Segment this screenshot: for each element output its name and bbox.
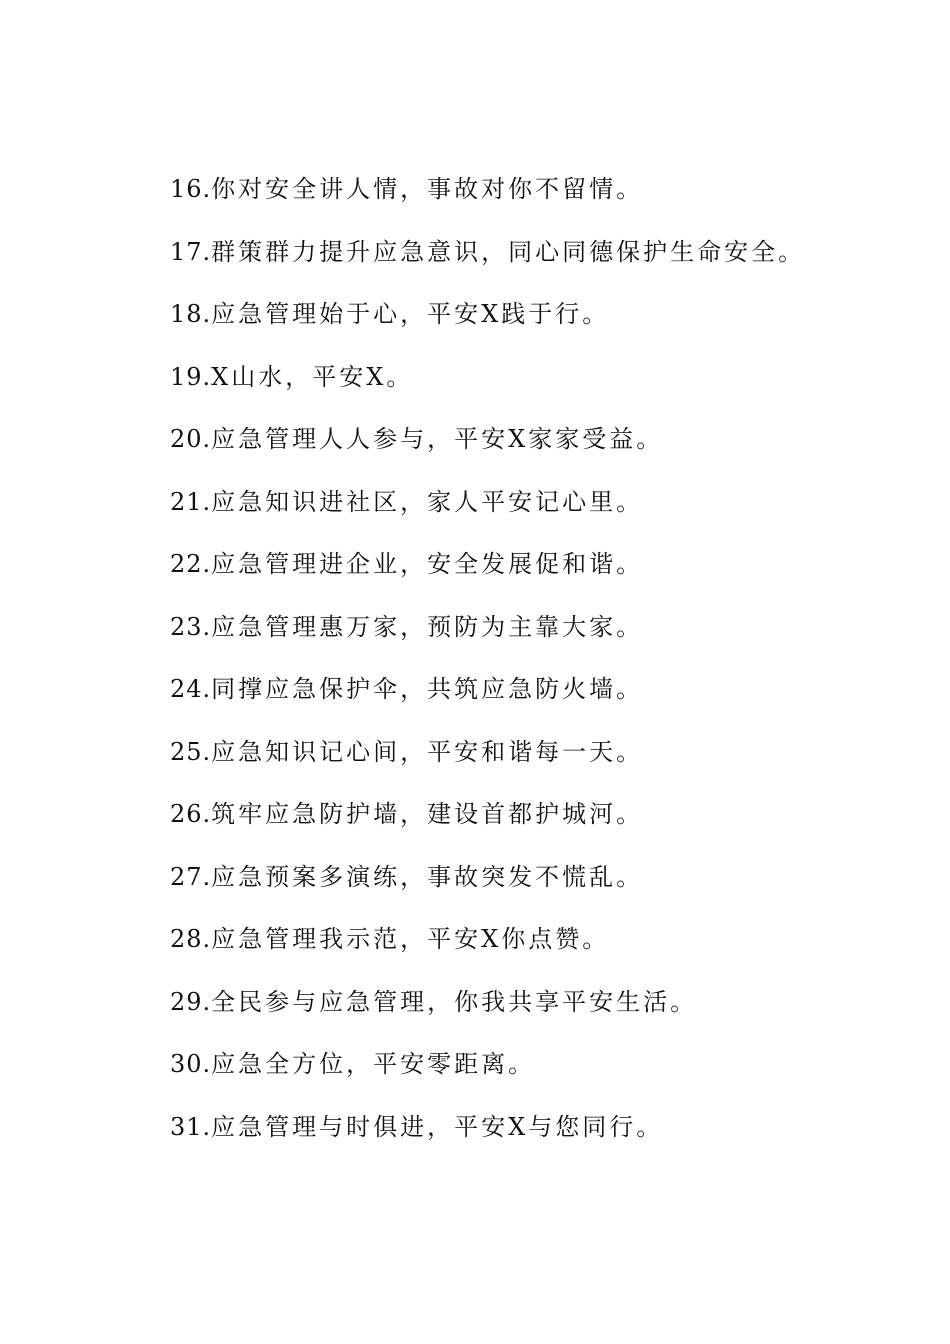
item-number: 27.	[170, 862, 212, 891]
item-number: 22.	[170, 550, 212, 578]
list-item	[170, 170, 890, 233]
item-number: 18.	[170, 300, 212, 328]
list-item	[170, 920, 890, 983]
list-item	[170, 233, 890, 296]
list-item	[170, 670, 890, 733]
item-number: 16.	[170, 175, 212, 203]
item-number: 21.	[170, 487, 212, 516]
list-item	[170, 733, 890, 796]
item-text: 应急全方位，平安零距离。	[211, 1050, 536, 1078]
item-text: X山水，平安X。	[211, 362, 414, 391]
item-text: 应急预案多演练，事故突发不慌乱。	[211, 862, 644, 891]
item-number: 28.	[170, 925, 212, 953]
item-text: 应急管理人人参与，平安X家家受益。	[211, 425, 664, 453]
list-item	[170, 295, 890, 358]
list-item	[170, 608, 890, 671]
item-text: 应急管理进企业，安全发展促和谐。	[211, 550, 644, 578]
item-text: 同撑应急保护伞，共筑应急防火墙。	[211, 675, 644, 703]
item-text: 应急管理我示范，平安X你点赞。	[211, 925, 610, 953]
item-number: 29.	[170, 987, 212, 1016]
list-item	[170, 545, 890, 608]
item-number: 26.	[170, 800, 212, 828]
item-number: 19.	[170, 362, 212, 391]
item-text: 应急知识记心间，平安和谐每一天。	[211, 737, 644, 766]
item-text: 应急管理惠万家，预防为主靠大家。	[211, 612, 644, 641]
item-number: 30.	[170, 1050, 212, 1078]
item-number: 25.	[170, 737, 212, 766]
item-text: 应急管理与时俱进，平安X与您同行。	[211, 1112, 664, 1141]
list-item	[170, 358, 890, 421]
list-item	[170, 483, 890, 546]
item-number: 23.	[170, 612, 212, 641]
item-text: 全民参与应急管理，你我共享平安生活。	[211, 987, 698, 1016]
item-number: 17.	[170, 237, 212, 266]
list-item	[170, 420, 890, 483]
list-item	[170, 983, 890, 1046]
item-text: 应急管理始于心，平安X践于行。	[211, 300, 610, 328]
list-item	[170, 795, 890, 858]
item-number: 24.	[170, 675, 212, 703]
item-text: 应急知识进社区，家人平安记心里。	[211, 487, 644, 516]
item-text: 你对安全讲人情，事故对你不留情。	[211, 175, 644, 203]
list-item	[170, 1045, 890, 1108]
item-text: 群策群力提升应急意识，同心同德保护生命安全。	[211, 237, 806, 266]
item-number: 31.	[170, 1112, 212, 1141]
item-text: 筑牢应急防护墙，建设首都护城河。	[211, 800, 644, 828]
list-item	[170, 858, 890, 921]
list-item	[170, 1108, 890, 1171]
slogan-list	[170, 170, 890, 1170]
item-number: 20.	[170, 425, 212, 453]
